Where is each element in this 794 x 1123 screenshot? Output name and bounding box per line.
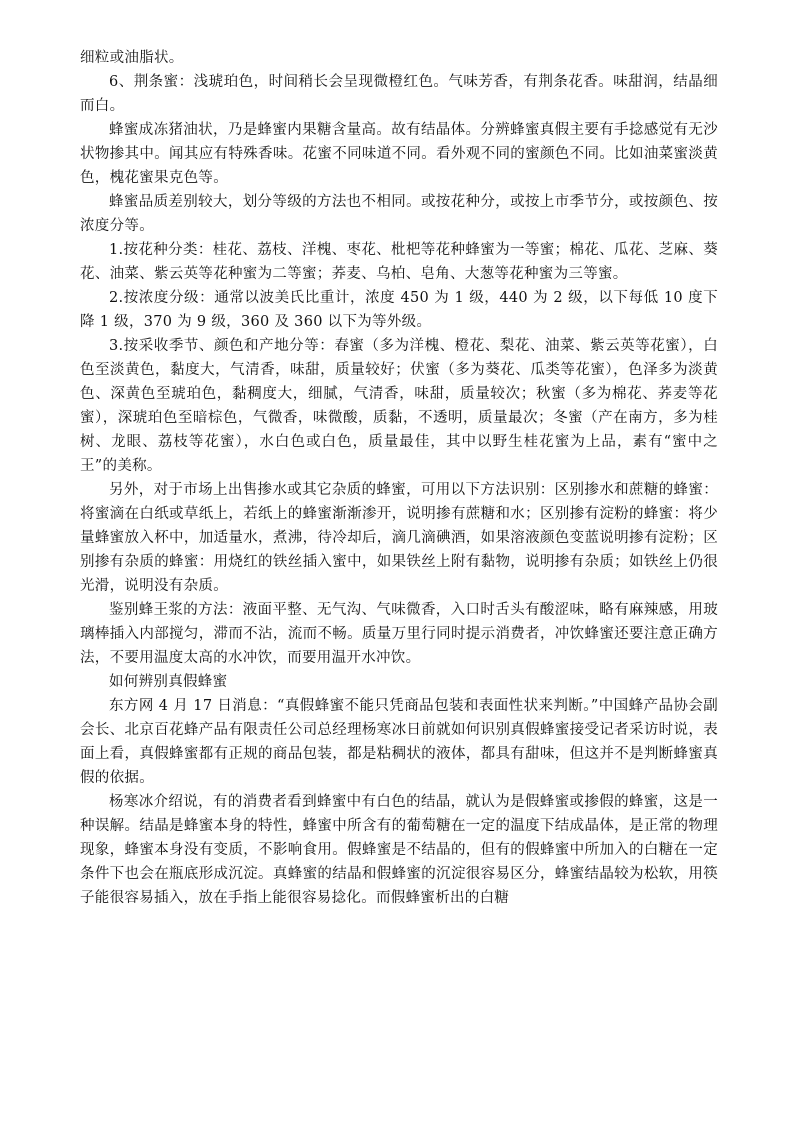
- section-heading: 如何辨别真假蜂蜜: [109, 674, 228, 690]
- paragraph-news-intro: 东方网 4 月 17 日消息：“真假蜂蜜不能只凭商品包装和表面性状来判断。”中国蜂产品协会副会长、北京百花蜂产品有限责任公司总经理杨寒冰日前就如何识别真假蜂蜜接受记者采访时说，表面上看，真假蜂蜜都有正规的商品包装，都是粘稠状的液体，都具有甜味，但这并不是判断蜂蜜真假的依据。: [80, 698, 718, 786]
- paragraph-grading-intro: 蜂蜜品质差别较大，划分等级的方法也不相同。或按花种分，或按上市季节分，或按颜色、按浓度分等。: [80, 194, 718, 234]
- paragraph-grade-by-season: 3.按采收季节、颜色和产地分等：春蜜（多为洋槐、橙花、梨花、油菜、紫云英等花蜜），白色至淡黄色，黏度大，气清香，味甜，质量较好；伏蜜（多为葵花、瓜类等花蜜），色泽多为淡黄色、深黄色至琥珀色，黏稠度大，细腻，气清香，味甜，质量较次；秋蜜（多为棉花、荞麦等花蜜），深琥珀色至暗棕色，气微香，味微酸，质黏，不透明，质量最次；冬蜜（产在南方，多为桂树、龙眼、荔枝等花蜜），水白色或白色，质量最佳，其中以野生桂花蜜为上品，素有“蜜中之王”的美称。: [80, 338, 718, 474]
- document-page: [80, 46, 718, 910]
- paragraph-royal-jelly: 鉴别蜂王浆的方法：液面平整、无气沟、气味微香，入口时舌头有酸涩味，略有麻辣感，用玻璃棒插入内部搅匀，滞而不沾，流而不畅。质量万里行同时提示消费者，冲饮蜂蜜还要注意正确方法，不要用温度太高的水冲饮，而要用温开水冲饮。: [80, 602, 718, 666]
- paragraph-crystal-explanation: 杨寒冰介绍说，有的消费者看到蜂蜜中有白色的结晶，就认为是假蜂蜜或掺假的蜂蜜，这是一种误解。结晶是蜂蜜本身的特性，蜂蜜中所含有的葡萄糖在一定的温度下结成晶体，是正常的物理现象，蜂蜜本身没有变质，不影响食用。假蜂蜜是不结晶的，但有的假蜂蜜中所加入的白糖在一定条件下也会在瓶底形成沉淀。真蜂蜜的结晶和假蜂蜜的沉淀很容易区分，蜂蜜结晶较为松软，用筷子能很容易插入，放在手指上能很容易捻化。而假蜂蜜析出的白糖: [80, 794, 718, 906]
- paragraph-grade-by-concentration: 2.按浓度分级：通常以波美氏比重计，浓度 450 为 1 级，440 为 2 级，以下每低 10 度下降 1 级，370 为 9 级，360 及 360 以下为等外级。: [80, 290, 718, 330]
- paragraph-jingtiao-honey: 6、荆条蜜：浅琥珀色，时间稍长会呈现微橙红色。气味芳香，有荆条花香。味甜润，结晶细而白。: [80, 74, 718, 114]
- paragraph-grade-by-flower: 1.按花种分类：桂花、荔枝、洋槐、枣花、枇杷等花种蜂蜜为一等蜜；棉花、瓜花、芝麻、葵花、油菜、紫云英等花种蜜为二等蜜；荞麦、乌柏、皂角、大葱等花种蜜为三等蜜。: [80, 242, 718, 282]
- paragraph-crystallization: 蜂蜜成冻猪油状，乃是蜂蜜内果糖含量高。故有结晶体。分辨蜂蜜真假主要有手捻感觉有无沙状物掺其中。闻其应有特殊香味。花蜜不同味道不同。看外观不同的蜜颜色不同。比如油菜蜜淡黄色，槐花蜜果克色等。: [80, 122, 718, 186]
- paragraph-adulteration-tests: 另外，对于市场上出售掺水或其它杂质的蜂蜜，可用以下方法识别：区别掺水和蔗糖的蜂蜜：将蜜滴在白纸或草纸上，若纸上的蜂蜜渐渐渗开，说明掺有蔗糖和水；区别掺有淀粉的蜂蜜：将少量蜂蜜放入杯中，加适量水，煮沸，待冷却后，滴几滴碘酒，如果溶液颜色变蓝说明掺有淀粉；区别掺有杂质的蜂蜜：用烧红的铁丝插入蜜中，如果铁丝上附有黏物，说明掺有杂质；如铁丝上仍很光滑，说明没有杂质。: [80, 482, 718, 594]
- paragraph-continuation: 细粒或油脂状。: [80, 50, 184, 66]
